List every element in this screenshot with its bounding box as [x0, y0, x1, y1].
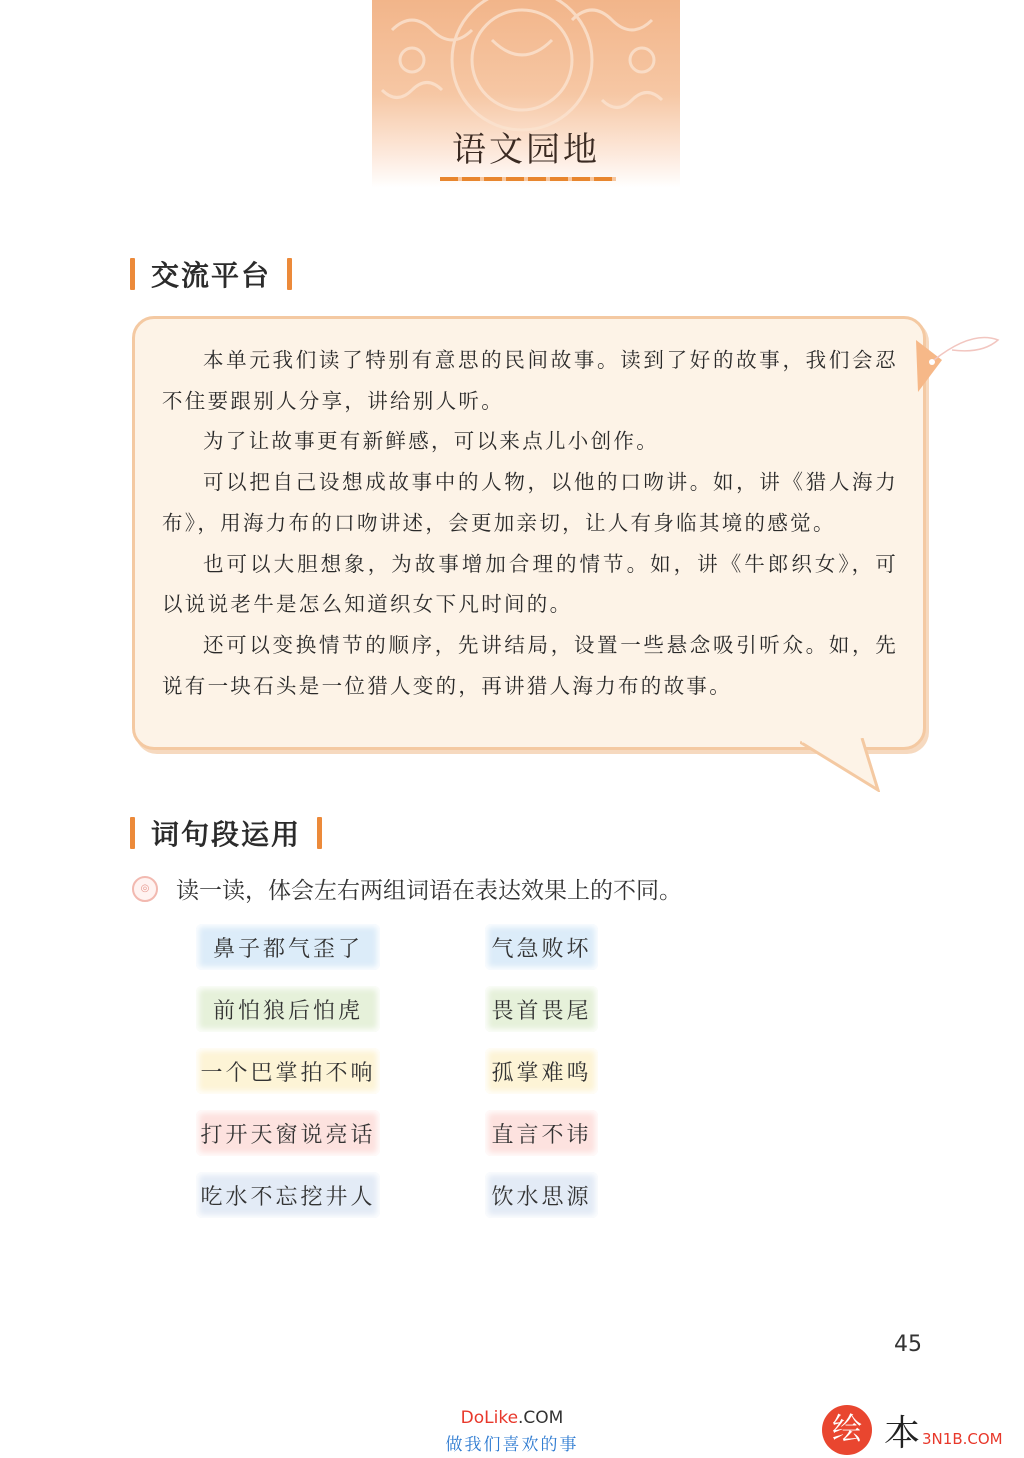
section-exchange-header — [130, 256, 292, 292]
watermark-char: 本 — [884, 1412, 921, 1454]
word-card-left: 一个巴掌拍不响 — [196, 1048, 380, 1094]
word-card-right: 畏首畏尾 — [485, 986, 598, 1032]
word-card-right: 直言不讳 — [485, 1110, 598, 1156]
word-card-left: 鼻子都气歪了 — [196, 924, 380, 970]
speech-tail — [800, 738, 880, 792]
word-card-left: 前怕狼后怕虎 — [196, 986, 380, 1032]
watermark-circle-char: 绘 — [822, 1405, 872, 1455]
watermark-site-tld: .COM — [518, 1408, 564, 1428]
watermark-domain: 3N1B.COM — [922, 1430, 1003, 1448]
word-card-right: 气急败坏 — [485, 924, 598, 970]
watermark-slogan: 做我们喜欢的事 — [445, 1435, 579, 1455]
paragraph: 本单元我们读了特别有意思的民间故事。读到了好的故事，我们会忍不住要跟别人分享，讲给别人听。 — [162, 348, 898, 413]
paragraph: 也可以大胆想象，为故事增加合理的情节。如，讲《牛郎织女》，可以说说老牛是怎么知道织女下凡时间的。 — [162, 551, 898, 617]
word-card-right: 饮水思源 — [485, 1172, 598, 1218]
page-title: 语文园地 — [452, 130, 600, 170]
section-usage-title: 词句段运用 — [151, 818, 302, 851]
page-number: 45 — [894, 1332, 922, 1357]
instruction-text: 读一读，体会左右两组词语在表达效果上的不同。 — [176, 878, 682, 904]
paragraph: 还可以变换情节的顺序，先讲结局，设置一些悬念吸引听众。如，先说有一块石头是一位猎人变的，再讲猎人海力布的故事。 — [162, 632, 898, 698]
paragraph: 可以把自己设想成故事中的人物，以他的口吻讲。如，讲《猎人海力布》，用海力布的口吻讲述，会更加亲切，让人有身临其境的感觉。 — [162, 470, 898, 535]
section-bar — [130, 258, 135, 290]
tag-icon — [912, 320, 1002, 400]
section-exchange-title: 交流平台 — [151, 259, 272, 292]
header-banner — [372, 0, 680, 188]
watermark-3n1b — [822, 1404, 1003, 1456]
word-card-right: 孤掌难鸣 — [485, 1048, 598, 1094]
read-icon: ◎ — [132, 876, 158, 902]
section-bar — [317, 817, 322, 849]
watermark-dolike — [432, 1408, 592, 1455]
word-card-left: 吃水不忘挖井人 — [196, 1172, 380, 1218]
word-card-left: 打开天窗说亮话 — [196, 1110, 380, 1156]
paragraph: 为了让故事更有新鲜感，可以来点儿小创作。 — [203, 429, 659, 454]
section-usage-header — [130, 815, 322, 851]
section-bar — [130, 817, 135, 849]
exchange-text — [162, 340, 898, 706]
watermark-site-name: DoLike — [460, 1408, 519, 1428]
title-underline — [440, 177, 616, 181]
section-bar — [287, 258, 292, 290]
watermark-site — [432, 1408, 592, 1428]
